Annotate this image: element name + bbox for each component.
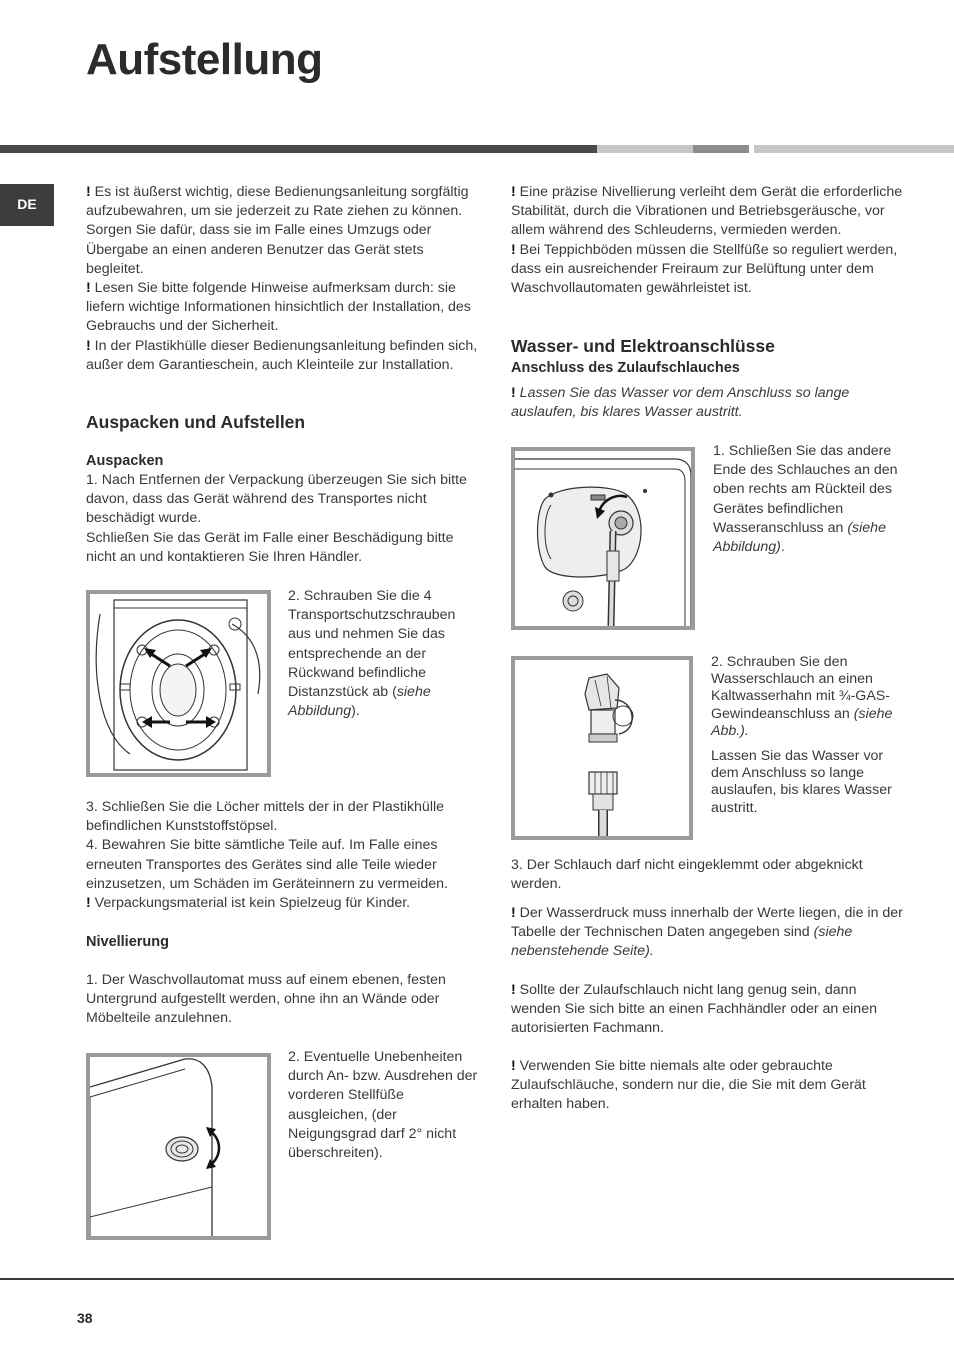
intro-paragraph-3: ! In der Plastikhülle dieser Bedienungsanleitung befinden sich, außer dem Garantieschein, auch Kleinteile zur Installation.: [86, 337, 478, 373]
page-number: 38: [77, 1310, 93, 1326]
hose-kink-note: 3. Der Schlauch darf nicht eingeklemmt oder abgeknickt werden.: [511, 857, 863, 893]
figure-hose-connection-text: 1. Schließen Sie das andere Ende des Schlauches an den oben rechts am Rückteil des Gerätes befindlichen Wasseranschluss an (siehe Abbildung).: [713, 443, 898, 556]
old-hoses-note: ! Verwenden Sie bitte niemals alte oder gebrauchte Zulaufschläuche, sondern nur die, die Sie mit dem Gerät erhalten haben.: [511, 1058, 866, 1113]
nivellierung-paragraph-1: 1. Der Waschvollautomat muss auf einem ebenen, festen Untergrund aufgestellt werden, ohne ihn an Wände oder Möbelteile anzulehnen.: [86, 972, 446, 1027]
water-note: ! Lassen Sie das Wasser vor dem Anschluss so lange auslaufen, bis klares Wasser austritt.: [511, 385, 850, 421]
intro-paragraph-1: ! Es ist äußerst wichtig, diese Bedienungsanleitung sorgfältig aufzubewahren, um sie jederzeit zu Rate ziehen zu können. Sorgen Sie dafür, dass sie im Falle eines Umzugs oder Übergabe an einen anderen Benutzer das Gerät stets begleitet.: [86, 184, 469, 277]
section-title-wasser-elektro: Wasser- und Elektroanschlüsse: [511, 336, 775, 356]
steps-3-4: [86, 798, 478, 913]
hose-length-note: ! Sollte der Zulaufschlauch nicht lang genug sein, dann wenden Sie sich bitte an einen Fachhändler oder an einen autorisierten Fachmann.: [511, 982, 877, 1037]
tap-connection-illustration: [515, 660, 689, 836]
figure-adjustable-feet-text: 2. Eventuelle Unebenheiten durch An- bzw. Ausdrehen der vorderen Stellfüße ausgleichen, (der Neigungsgrad darf 2° nicht überschreiten).: [288, 1049, 478, 1162]
auspacken-paragraph-2: Schließen Sie das Gerät im Falle einer Beschädigung bitte nicht an und kontaktieren Sie Ihren Händler.: [86, 529, 454, 565]
header-band-mid: [693, 145, 749, 153]
water-pressure-note: ! Der Wasserdruck muss innerhalb der Werte liegen, die in der Tabelle der Technischen Daten angegeben sind (siehe nebenstehende Seite).: [511, 905, 903, 960]
intro-paragraph-2: ! Lesen Sie bitte folgende Hinweise aufmerksam durch: sie liefern wichtige Informationen hinsichtlich der Installation, des Gebrauchs und der Sicherheit.: [86, 280, 471, 335]
step-4: 4. Bewahren Sie bitte sämtliche Teile auf. Im Falle eines erneuten Transportes des Gerätes sind alle Teile wieder einzusetzen, um Schäden im Geräteinnern zu vermeiden.: [86, 837, 448, 892]
subtitle-zulaufschlauch: Anschluss des Zulaufschlauches: [511, 360, 740, 376]
figure-hose-connection: [511, 447, 695, 630]
figure-adjustable-feet: [86, 1053, 271, 1240]
washer-back-illustration: [90, 594, 267, 773]
figure-transport-screws: [86, 590, 271, 777]
figure-tap-connection: [511, 656, 693, 840]
figure-tap-connection-text: [711, 654, 903, 817]
section-title-auspacken-aufstellen: Auspacken und Aufstellen: [86, 412, 306, 432]
figure-transport-screws-text: 2. Schrauben Sie die 4 Transportschutzschrauben aus und nehmen Sie das entsprechende an der Rückwand befindliche Distanzstück ab (siehe Abbildung).: [288, 588, 456, 720]
auspacken-paragraph-1: 1. Nach Entfernen der Verpackung überzeugen Sie sich bitte davon, dass das Gerät während des Transportes nicht beschädigt wurde.: [86, 472, 467, 527]
header-band-light-1: [597, 145, 693, 153]
tap-connection-text-2: Lassen Sie das Wasser vor dem Anschluss so lange auslaufen, bis klares Wasser austritt.: [711, 748, 892, 816]
nivellierung-title: Nivellierung: [86, 934, 169, 950]
page-title: Aufstellung: [86, 35, 323, 84]
right-intro: [511, 183, 903, 298]
hose-connection-illustration: [515, 451, 691, 626]
language-tab: DE: [0, 184, 54, 226]
auspacken-block: [86, 452, 478, 567]
toy-warning: ! Verpackungsmaterial ist kein Spielzeug für Kinder.: [86, 895, 411, 912]
washer-foot-illustration: [90, 1057, 267, 1236]
nivellierung-note-1: ! Eine präzise Nivellierung verleiht dem Gerät die erforderliche Stabilität, durch die Vibrationen und Betriebsgeräusche, vor allem während des Schleuderns, vermieden werden.: [511, 184, 903, 239]
left-intro: [86, 183, 478, 375]
nivellierung-note-2: ! Bei Teppichböden müssen die Stellfüße so reguliert werden, dass ein ausreichender Freiraum zur Belüftung unter dem Waschvollautomaten gewährleistet ist.: [511, 241, 898, 297]
auspacken-title: Auspacken: [86, 453, 164, 469]
footer-rule: [0, 1278, 954, 1280]
header-band-light-2: [754, 145, 954, 153]
tap-connection-text-1: 2. Schrauben Sie den Wasserschlauch an einen Kaltwasserhahn mit ¾-GAS-Gewindeanschluss an (siehe Abb.).: [711, 654, 893, 739]
step-3: 3. Schließen Sie die Löcher mittels der in der Plastikhülle befindlichen Kunststoffstöpsel.: [86, 799, 445, 835]
header-band-dark: [0, 145, 597, 153]
